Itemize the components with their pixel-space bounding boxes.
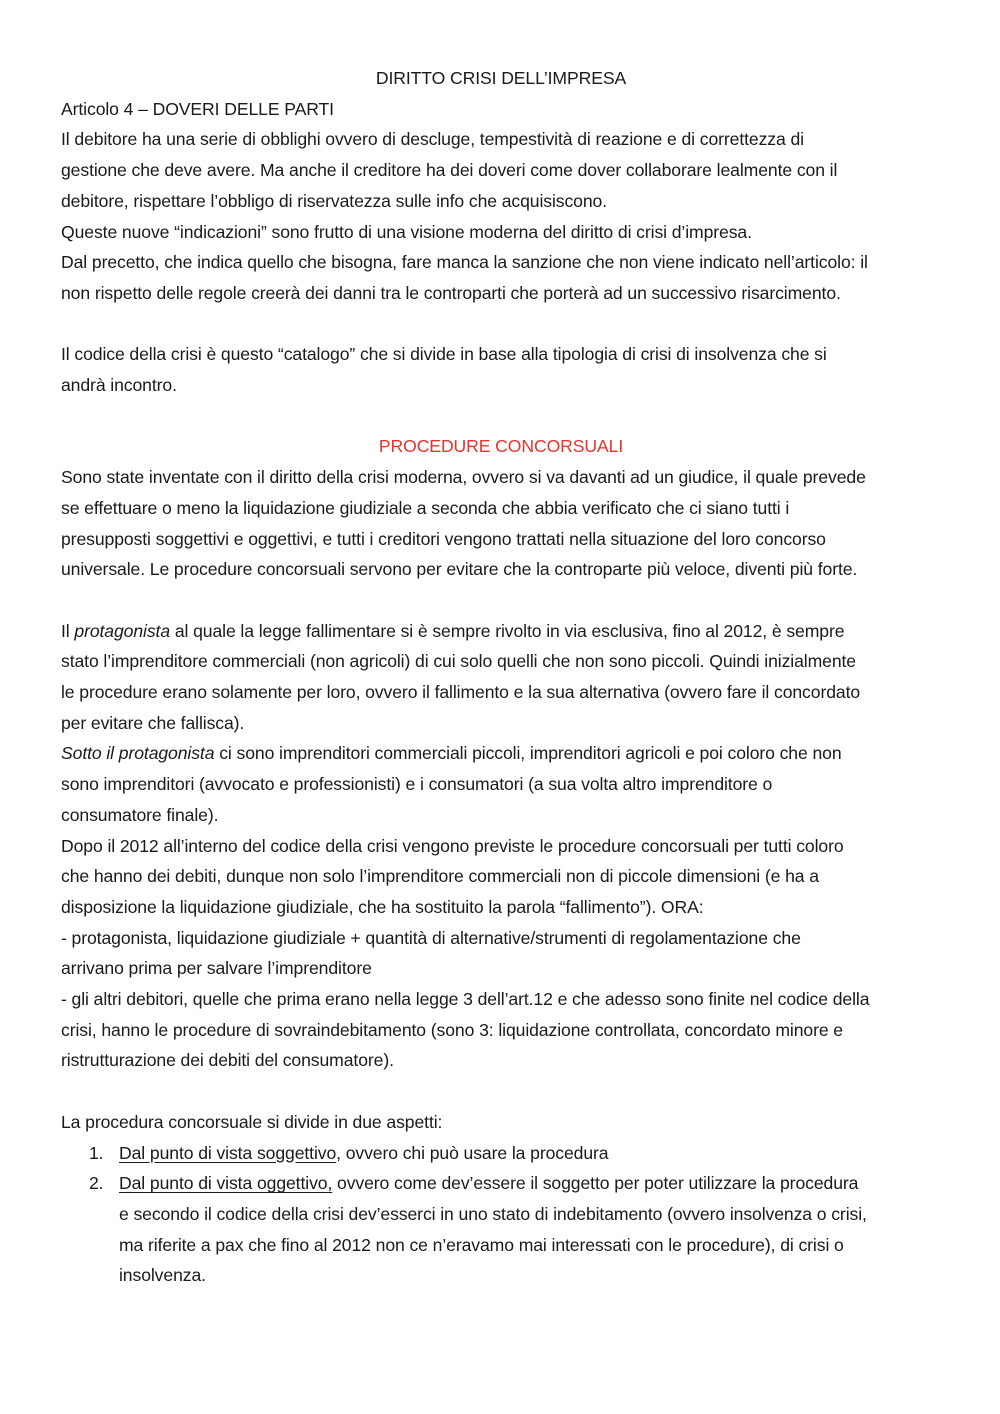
- text-line: - protagonista, liquidazione giudiziale + quantità di alternative/strumenti di regolamentazione che: [61, 927, 801, 948]
- text-line: crisi, hanno le procedure di sovraindebitamento (sono 3: liquidazione controllata, concordato minore e: [61, 1019, 843, 1040]
- section-heading: PROCEDURE CONCORSUALI: [378, 436, 624, 457]
- document-title: DIRITTO CRISI DELL’IMPRESA: [375, 68, 627, 88]
- text-line: [61, 1138, 941, 1169]
- italic-term: Sotto il protagonista: [61, 743, 215, 764]
- text-line: andrà incontro.: [61, 375, 177, 396]
- text-fragment: Il: [61, 620, 75, 641]
- text-line: non rispetto delle regole creerà dei danni tra le controparti che porterà ad un successivo risarcimento.: [61, 282, 841, 303]
- paragraph-spacer: [61, 401, 941, 432]
- text-line: [61, 738, 941, 769]
- text-line: che hanno dei debiti, dunque non solo l’imprenditore commerciali non di piccole dimensioni (e ha a: [61, 866, 819, 887]
- numbered-list: [61, 1138, 941, 1292]
- text-line: [61, 1168, 941, 1199]
- text-line: sono imprenditori (avvocato e professionisti) e i consumatori (a sua volta altro imprenditore o: [61, 774, 773, 795]
- list-number: 1.: [89, 1142, 104, 1163]
- text-line: arrivano prima per salvare l’imprenditore: [61, 958, 372, 979]
- text-line: Il codice della crisi è questo “catalogo” che si divide in base alla tipologia di crisi di insolvenza che si: [61, 344, 827, 365]
- list-item: [61, 1168, 941, 1291]
- paragraph-duties: [61, 124, 941, 308]
- underlined-term: Dal punto di vista soggettivo: [119, 1142, 337, 1163]
- list-intro: La procedura concorsuale si divide in due aspetti:: [61, 1111, 443, 1132]
- paragraph-protagonist: [61, 616, 941, 1077]
- text-fragment: , ovvero chi può usare la procedura: [336, 1142, 609, 1163]
- text-fragment: ci sono imprenditori commerciali piccoli, imprenditori agricoli e poi coloro che non: [214, 743, 842, 764]
- text-line: Il debitore ha una serie di obblighi ovvero di descluge, tempestività di reazione e di correttezza di: [61, 129, 804, 150]
- paragraph-spacer: [61, 309, 941, 340]
- text-line: e secondo il codice della crisi dev’esserci in uno stato di indebitamento (ovvero insolvenza o crisi,: [119, 1203, 867, 1224]
- text-line: debitore, rispettare l’obbligo di riservatezza sulle info che acquisiscono.: [61, 190, 608, 211]
- document-page: [61, 63, 941, 1291]
- text-line: ma riferite a pax che fino al 2012 non ce n’eravamo mai interessati con le procedure), di crisi o: [119, 1234, 844, 1255]
- text-line: disposizione la liquidazione giudiziale, che ha sostituito la parola “fallimento”). ORA:: [61, 896, 704, 917]
- text-line: Dopo il 2012 all’interno del codice della crisi vengono previste le procedure concorsuali per tutti coloro: [61, 835, 844, 856]
- text-line: gestione che deve avere. Ma anche il creditore ha dei doveri come dover collaborare lealmente con il: [61, 160, 838, 181]
- text-line: le procedure erano solamente per loro, ovvero il fallimento e la sua alternativa (ovvero fare il concordato: [61, 682, 861, 703]
- text-fragment: ovvero come dev’essere il soggetto per poter utilizzare la procedura: [332, 1173, 859, 1194]
- paragraph-procedures: [61, 462, 941, 585]
- list-number: 2.: [89, 1173, 104, 1194]
- paragraph-spacer: [61, 585, 941, 616]
- list-item: [61, 1138, 941, 1169]
- paragraph-spacer: [61, 1076, 941, 1107]
- text-fragment: al quale la legge fallimentare si è sempre rivolto in via esclusiva, fino al 2012, è sempre: [170, 620, 845, 641]
- text-line: universale. Le procedure concorsuali servono per evitare che la controparte più veloce, diventi più forte.: [61, 559, 858, 580]
- text-line: presupposti soggettivi e oggettivi, e tutti i creditori vengono trattati nella situazione del loro concorso: [61, 528, 826, 549]
- article-heading: Articolo 4 – DOVERI DELLE PARTI: [61, 98, 334, 119]
- text-line: stato l’imprenditore commerciali (non agricoli) di cui solo quelli che non sono piccoli. Quindi inizialmente: [61, 651, 856, 672]
- text-line: Queste nuove “indicazioni” sono frutto di una visione moderna del diritto di crisi d’impresa.: [61, 221, 752, 242]
- text-line: - gli altri debitori, quelle che prima erano nella legge 3 dell’art.12 e che adesso sono finite nel codice della: [61, 989, 870, 1010]
- text-line: se effettuare o meno la liquidazione giudiziale a seconda che abbia verificato che ci siano tutti i: [61, 497, 790, 518]
- underlined-term: Dal punto di vista oggettivo,: [119, 1173, 333, 1194]
- paragraph-catalog: [61, 339, 941, 400]
- italic-term: protagonista: [74, 620, 171, 641]
- text-line: per evitare che fallisca).: [61, 712, 245, 733]
- text-line: consumatore finale).: [61, 804, 219, 825]
- text-line: Sono state inventate con il diritto della crisi moderna, ovvero si va davanti ad un giudice, il quale prevede: [61, 467, 866, 488]
- text-line: Dal precetto, che indica quello che bisogna, fare manca la sanzione che non viene indicato nell’articolo: il: [61, 252, 868, 273]
- text-line: insolvenza.: [119, 1265, 206, 1286]
- text-line: ristrutturazione dei debiti del consumatore).: [61, 1050, 394, 1071]
- text-line: [61, 616, 941, 647]
